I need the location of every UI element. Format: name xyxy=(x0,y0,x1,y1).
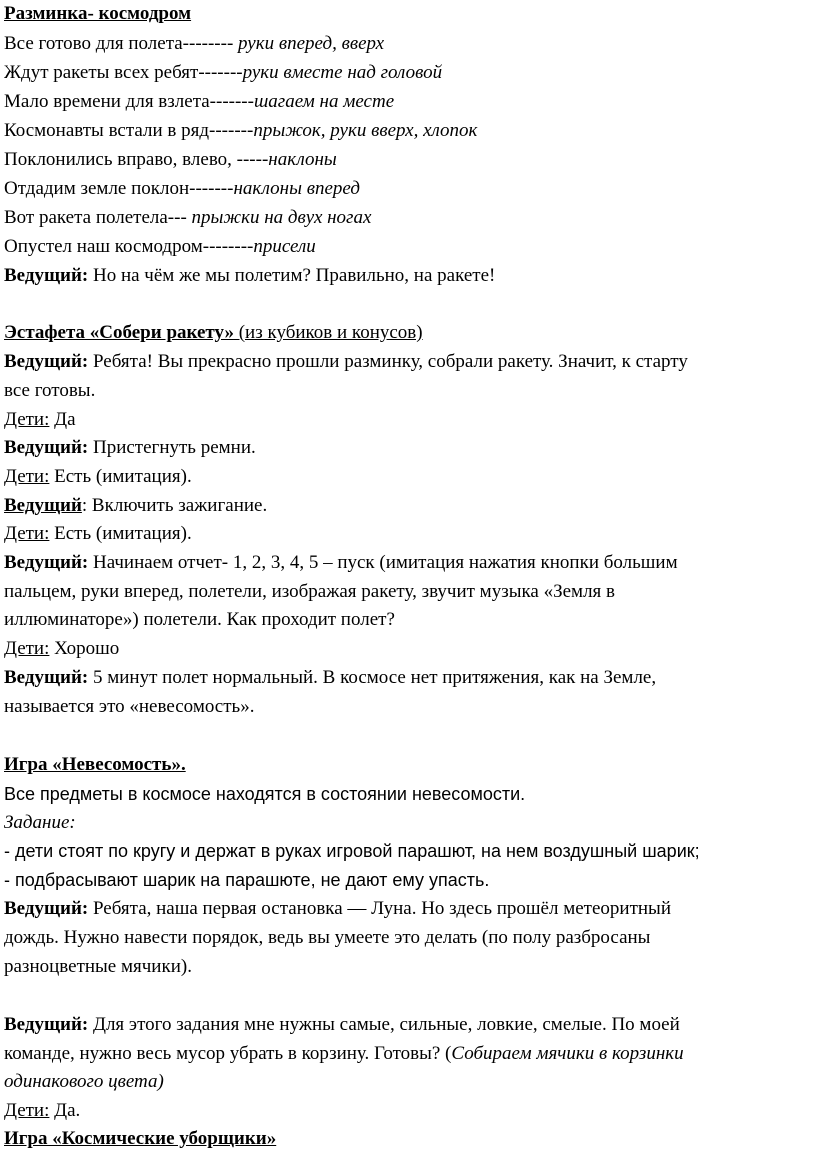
text-line xyxy=(4,1043,684,1065)
children-line xyxy=(4,523,192,545)
host-text: Начинаем отчет- 1, 2, 3, 4, 5 – пуск (имитация нажатия кнопки большим xyxy=(88,552,678,573)
warmup-line xyxy=(4,33,384,55)
children-text: Есть (имитация). xyxy=(49,523,192,544)
host-label: Ведущий: xyxy=(4,552,89,573)
host-label: Ведущий: xyxy=(4,1014,89,1035)
verse-text: Опустел наш космодром-------- xyxy=(4,236,254,257)
verse-text: Мало времени для взлета------- xyxy=(4,91,254,112)
text-line: Все предметы в космосе находятся в состоянии невесомости. xyxy=(4,784,526,804)
host-label: Ведущий: xyxy=(4,351,89,372)
action-text: прыжок, руки вверх, хлопок xyxy=(253,120,478,141)
host-text: 5 минут полет нормальный. В космосе нет притяжения, как на Земле, xyxy=(88,667,657,688)
host-text: Но на чём же мы полетим? Правильно, на ракете! xyxy=(88,265,496,286)
host-label: Ведущий: xyxy=(4,437,89,458)
children-text: Есть (имитация). xyxy=(49,466,192,487)
text-line: называется это «невесомость». xyxy=(4,696,255,717)
host-label: Ведущий xyxy=(4,495,82,516)
children-line xyxy=(4,466,192,488)
host-line xyxy=(4,437,256,459)
host-label: Ведущий: xyxy=(4,667,89,688)
warmup-line xyxy=(4,178,360,200)
action-text: шагаем на месте xyxy=(253,91,395,112)
children-text: Хорошо xyxy=(49,638,120,659)
relay-subtitle: (из кубиков и конусов) xyxy=(233,322,423,343)
children-line xyxy=(4,638,119,660)
children-label: Дети: xyxy=(4,1100,50,1121)
warmup-line xyxy=(4,62,442,84)
children-text: Да. xyxy=(49,1100,81,1121)
cleanup-title: Игра «Космические уборщики» xyxy=(4,1128,277,1149)
children-line xyxy=(4,1100,80,1122)
warmup-line xyxy=(4,236,316,258)
verse-text: Космонавты встали в ряд------- xyxy=(4,120,254,141)
host-text: : Включить зажигание. xyxy=(81,495,268,516)
host-line xyxy=(4,898,671,920)
text-line: дождь. Нужно навести порядок, ведь вы умеете это делать (по полу разбросаны xyxy=(4,927,651,948)
host-label: Ведущий: xyxy=(4,265,89,286)
host-label: Ведущий: xyxy=(4,898,89,919)
text-line: пальцем, руки вперед, полетели, изображая ракету, звучит музыка «Земля в xyxy=(4,581,616,602)
action-text: наклоны xyxy=(268,149,337,170)
action-text: руки вместе над головой xyxy=(242,62,443,83)
host-line xyxy=(4,1014,680,1036)
children-label: Дети: xyxy=(4,638,50,659)
action-text: Собираем мячики в корзинки xyxy=(451,1043,684,1064)
text-span: команде, нужно весь мусор убрать в корзину. Готовы? ( xyxy=(4,1043,452,1064)
host-text: Пристегнуть ремни. xyxy=(88,437,256,458)
verse-text: Поклонились вправо, влево, ----- xyxy=(4,149,269,170)
action-text: одинакового цвета) xyxy=(4,1071,164,1092)
children-line xyxy=(4,409,76,431)
warmup-line xyxy=(4,91,394,113)
text-line: разноцветные мячики). xyxy=(4,956,192,977)
weightless-title: Игра «Невесомость». xyxy=(4,754,186,775)
host-line xyxy=(4,552,678,574)
task-label: Задание: xyxy=(4,812,76,833)
warmup-line xyxy=(4,207,371,229)
verse-text: Вот ракета полетела--- xyxy=(4,207,192,228)
action-text: прыжки на двух ногах xyxy=(191,207,372,228)
action-text: руки вперед, вверх xyxy=(238,33,385,54)
relay-heading xyxy=(4,322,423,344)
children-text: Да xyxy=(49,409,76,430)
warmup-title: Разминка- космодром xyxy=(4,3,192,24)
verse-text: Ждут ракеты всех ребят------- xyxy=(4,62,243,83)
host-text: Для этого задания мне нужны самые, сильные, ловкие, смелые. По моей xyxy=(88,1014,680,1035)
task-line: - дети стоят по кругу и держат в руках игровой парашют, на нем воздушный шарик; xyxy=(4,841,700,861)
warmup-line xyxy=(4,149,337,171)
action-text: присели xyxy=(253,236,316,257)
verse-text: Все готово для полета-------- xyxy=(4,33,239,54)
text-line: все готовы. xyxy=(4,380,96,401)
relay-title: Эстафета «Собери ракету» xyxy=(4,322,234,343)
host-line xyxy=(4,667,656,689)
task-line: - подбрасывают шарик на парашюте, не дают ему упасть. xyxy=(4,870,490,890)
children-label: Дети: xyxy=(4,523,50,544)
host-text: Ребята, наша первая остановка — Луна. Но здесь прошёл метеоритный xyxy=(88,898,671,919)
children-label: Дети: xyxy=(4,466,50,487)
host-text: Ребята! Вы прекрасно прошли разминку, собрали ракету. Значит, к старту xyxy=(88,351,688,372)
host-line xyxy=(4,265,495,287)
verse-text: Отдадим земле поклон------- xyxy=(4,178,234,199)
warmup-line xyxy=(4,120,477,142)
action-text: наклоны вперед xyxy=(233,178,360,199)
host-line xyxy=(4,495,267,517)
host-line xyxy=(4,351,688,373)
children-label: Дети: xyxy=(4,409,50,430)
text-line: иллюминаторе») полетели. Как проходит полет? xyxy=(4,609,395,630)
